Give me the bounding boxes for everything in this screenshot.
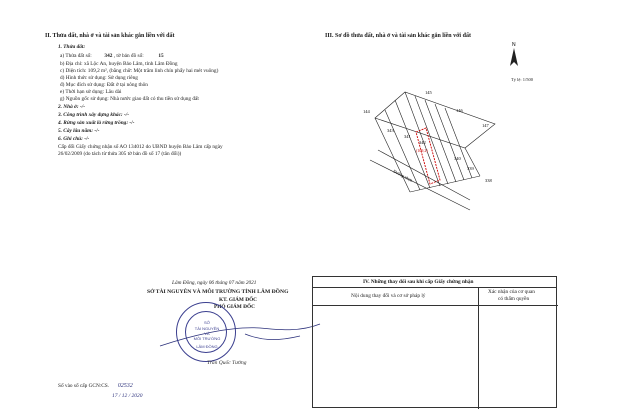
section-iv-title: IV. Những thay đổi sau khi cấp Giấy chứng nhận [363,279,474,285]
label-146: 146 [456,108,463,113]
use-origin-line: g) Nguồn gốc sử dụng: Nhà nước giao đất có thu tiền sử dụng đất [60,96,199,102]
signatory-name: Trần Quốc Tưởng [207,360,247,366]
perennial-line: 5. Cây lâu năm: -/- [58,128,100,134]
notes-line: 6. Ghi chú: -/- [58,136,90,142]
label-340: 340 [454,156,461,161]
use-purpose-line: đ) Mục đích sử dụng: Đất ở tại nông thôn [60,82,148,88]
road-label: Đường nhựa [392,168,414,183]
signature-date: Lâm Đồng, ngày 06 tháng 07 năm 2021 [172,280,257,286]
use-term-line: e) Thời hạn sử dụng: Lâu dài [60,89,122,95]
remark-line-1: Cấp đổi Giấy chứng nhận số AO 134012 do UBND huyện Bảo Lâm cấp ngày [58,144,223,150]
changes-col-content [313,287,479,306]
land-heading: 1. Thửa đất: [58,44,86,50]
changes-col-confirm [478,287,558,306]
seal-text-top: SỞ [203,320,211,325]
seal-text-bottom: LÂM ĐỒNG [196,344,218,349]
label-343: 343 [387,128,394,133]
plot-line [60,53,164,59]
signature-on-behalf: KT. GIÁM ĐỐC [219,297,258,303]
register-date: 17 / 12 / 2020 [112,393,143,399]
register-value: 02532 [117,383,133,389]
section-ii-title: II. Thửa đất, nhà ở và tài sản khác gắn liền với đất [45,33,175,39]
label-339: 339 [467,166,474,171]
map-scale: Tỷ lệ: 1/500 [511,77,533,82]
signature-title: PHÓ GIÁM ĐỐC [214,304,255,310]
changes-col-confirm-label-2: có thẩm quyền [498,296,530,302]
seal-text-1: TÀI NGUYÊN [194,326,220,331]
north-arrow-icon [500,40,530,80]
changes-col-confirm-label-1: Xác nhận của cơ quan [488,289,535,295]
map-sheet-label: , tờ bản đồ số: [113,53,144,59]
area-label: (109,2) [416,148,428,153]
label-341: 341 [404,134,411,139]
register-line [58,383,133,389]
use-form-line: d) Hình thức sử dụng: Sử dụng riêng [60,75,138,81]
label-338: 338 [485,178,492,183]
changes-table [312,276,557,408]
construction-line: 3. Công trình xây dựng khác: -/- [58,112,130,118]
signature-agency: SỞ TÀI NGUYÊN VÀ MÔI TRƯỜNG TỈNH LÂM ĐỒNG [147,289,289,295]
plot-no-label: a) Thửa đất số: [60,53,92,59]
label-145: 145 [425,90,432,95]
label-147: 147 [482,123,489,128]
remark-line-2: 26/02/2009 (do tách từ thửa 305 tờ bản đồ số 17 (tân đổi)) [58,151,182,157]
north-label: N [512,42,516,48]
seal-text-2: VÀ [204,331,210,336]
address-line: b) Địa chỉ: xã Lộc An, huyện Bảo Lâm, tỉnh Lâm Đồng [60,61,178,67]
changes-table-divider [478,305,479,409]
register-label: Số vào sổ cấp GCN:CS. [58,383,110,389]
plot-no: 342 [104,53,113,59]
forest-line: 4. Rừng sản xuất là rừng trồng: -/- [58,120,135,126]
house-line: 2. Nhà ở: -/- [58,104,85,110]
seal-text-3: MÔI TRƯỜNG [193,336,221,341]
label-342: 342 [419,140,426,145]
section-iii-title: III. Sơ đồ thửa đất, nhà ở và tài sản khác gắn liền với đất [325,33,471,39]
signature-scribble [150,306,330,361]
map-sheet: 15 [158,53,164,59]
label-144: 144 [363,109,370,114]
parcel-map [330,80,530,220]
area-line: c) Diện tích: 109,2 m², (bằng chữ: Một trăm linh chín phẩy hai mét vuông) [60,68,219,74]
changes-col-content-label: Nội dung thay đổi và cơ sở pháp lý [351,293,426,299]
